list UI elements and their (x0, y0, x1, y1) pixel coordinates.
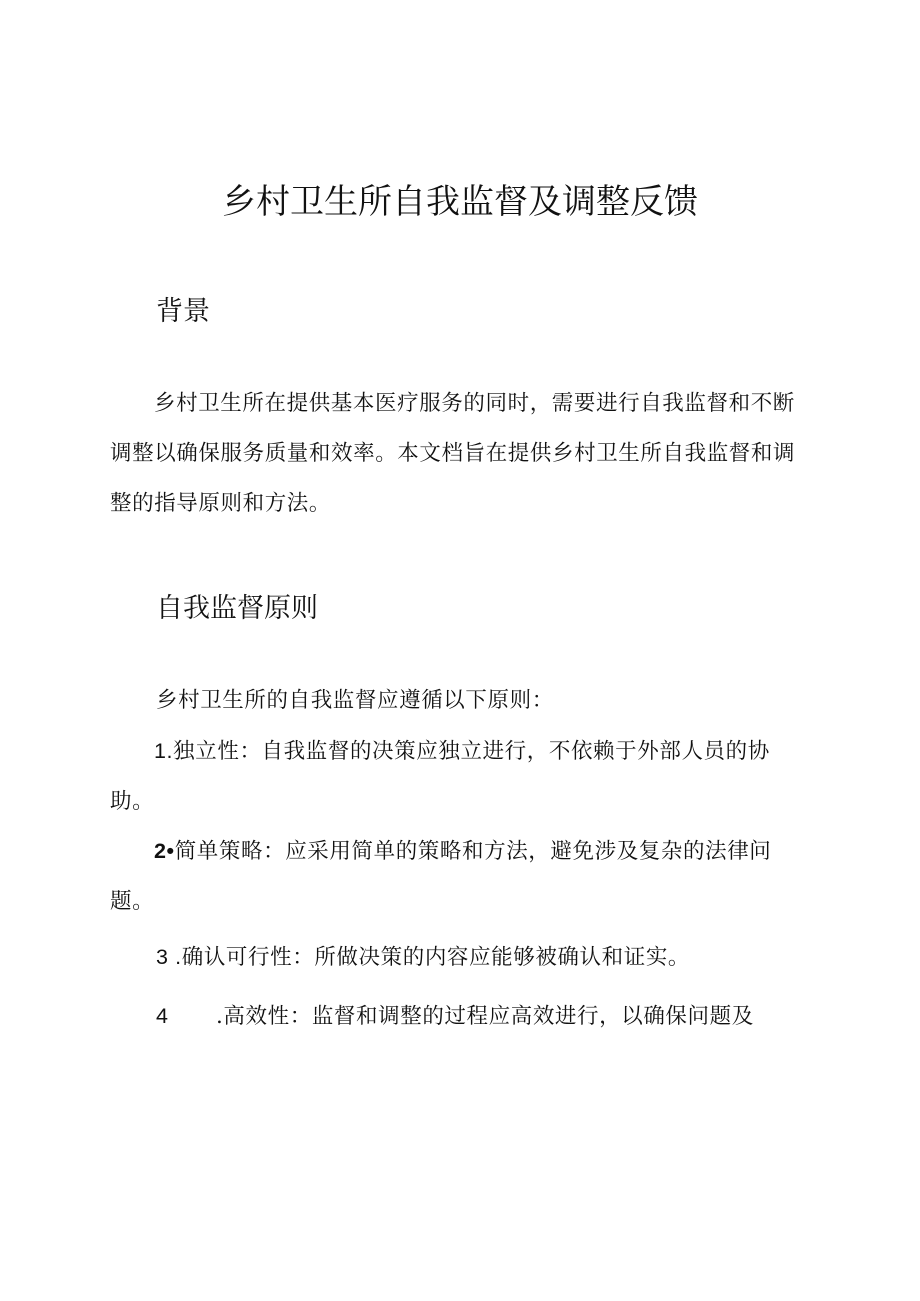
section-heading-principles: 自我监督原则 (156, 593, 318, 624)
principle-number: 2• (154, 839, 175, 863)
principle-text: 确认可行性：所做决策的内容应能够被确认和证实。 (181, 945, 691, 970)
principle-text: 独立性：自我监督的决策应独立进行，不依赖于外部人员的协助。 (110, 739, 770, 814)
principle-item-1 (110, 726, 810, 827)
principle-number: 1. (154, 739, 174, 763)
principles-intro: 乡村卫生所的自我监督应遵循以下原则： (156, 688, 554, 713)
principle-number: 4 (156, 1004, 169, 1028)
principle-item-2 (110, 826, 810, 927)
principle-item-4 (156, 991, 754, 1042)
document-title: 乡村卫生所自我监督及调整反馈 (222, 182, 698, 222)
principle-text: .高效性：监督和调整的过程应高效进行，以确保问题及 (216, 1004, 754, 1029)
principle-item-3 (156, 932, 690, 983)
principle-number: 3 . (156, 945, 182, 969)
section-heading-background: 背景 (156, 296, 210, 327)
principle-text: 简单策略：应采用简单的策略和方法，避免涉及复杂的法律问题。 (110, 839, 772, 914)
background-paragraph: 乡村卫生所在提供基本医疗服务的同时，需要进行自我监督和不断调整以确保服务质量和效率。本文档旨在提供乡村卫生所自我监督和调整的指导原则和方法。 (110, 391, 796, 516)
